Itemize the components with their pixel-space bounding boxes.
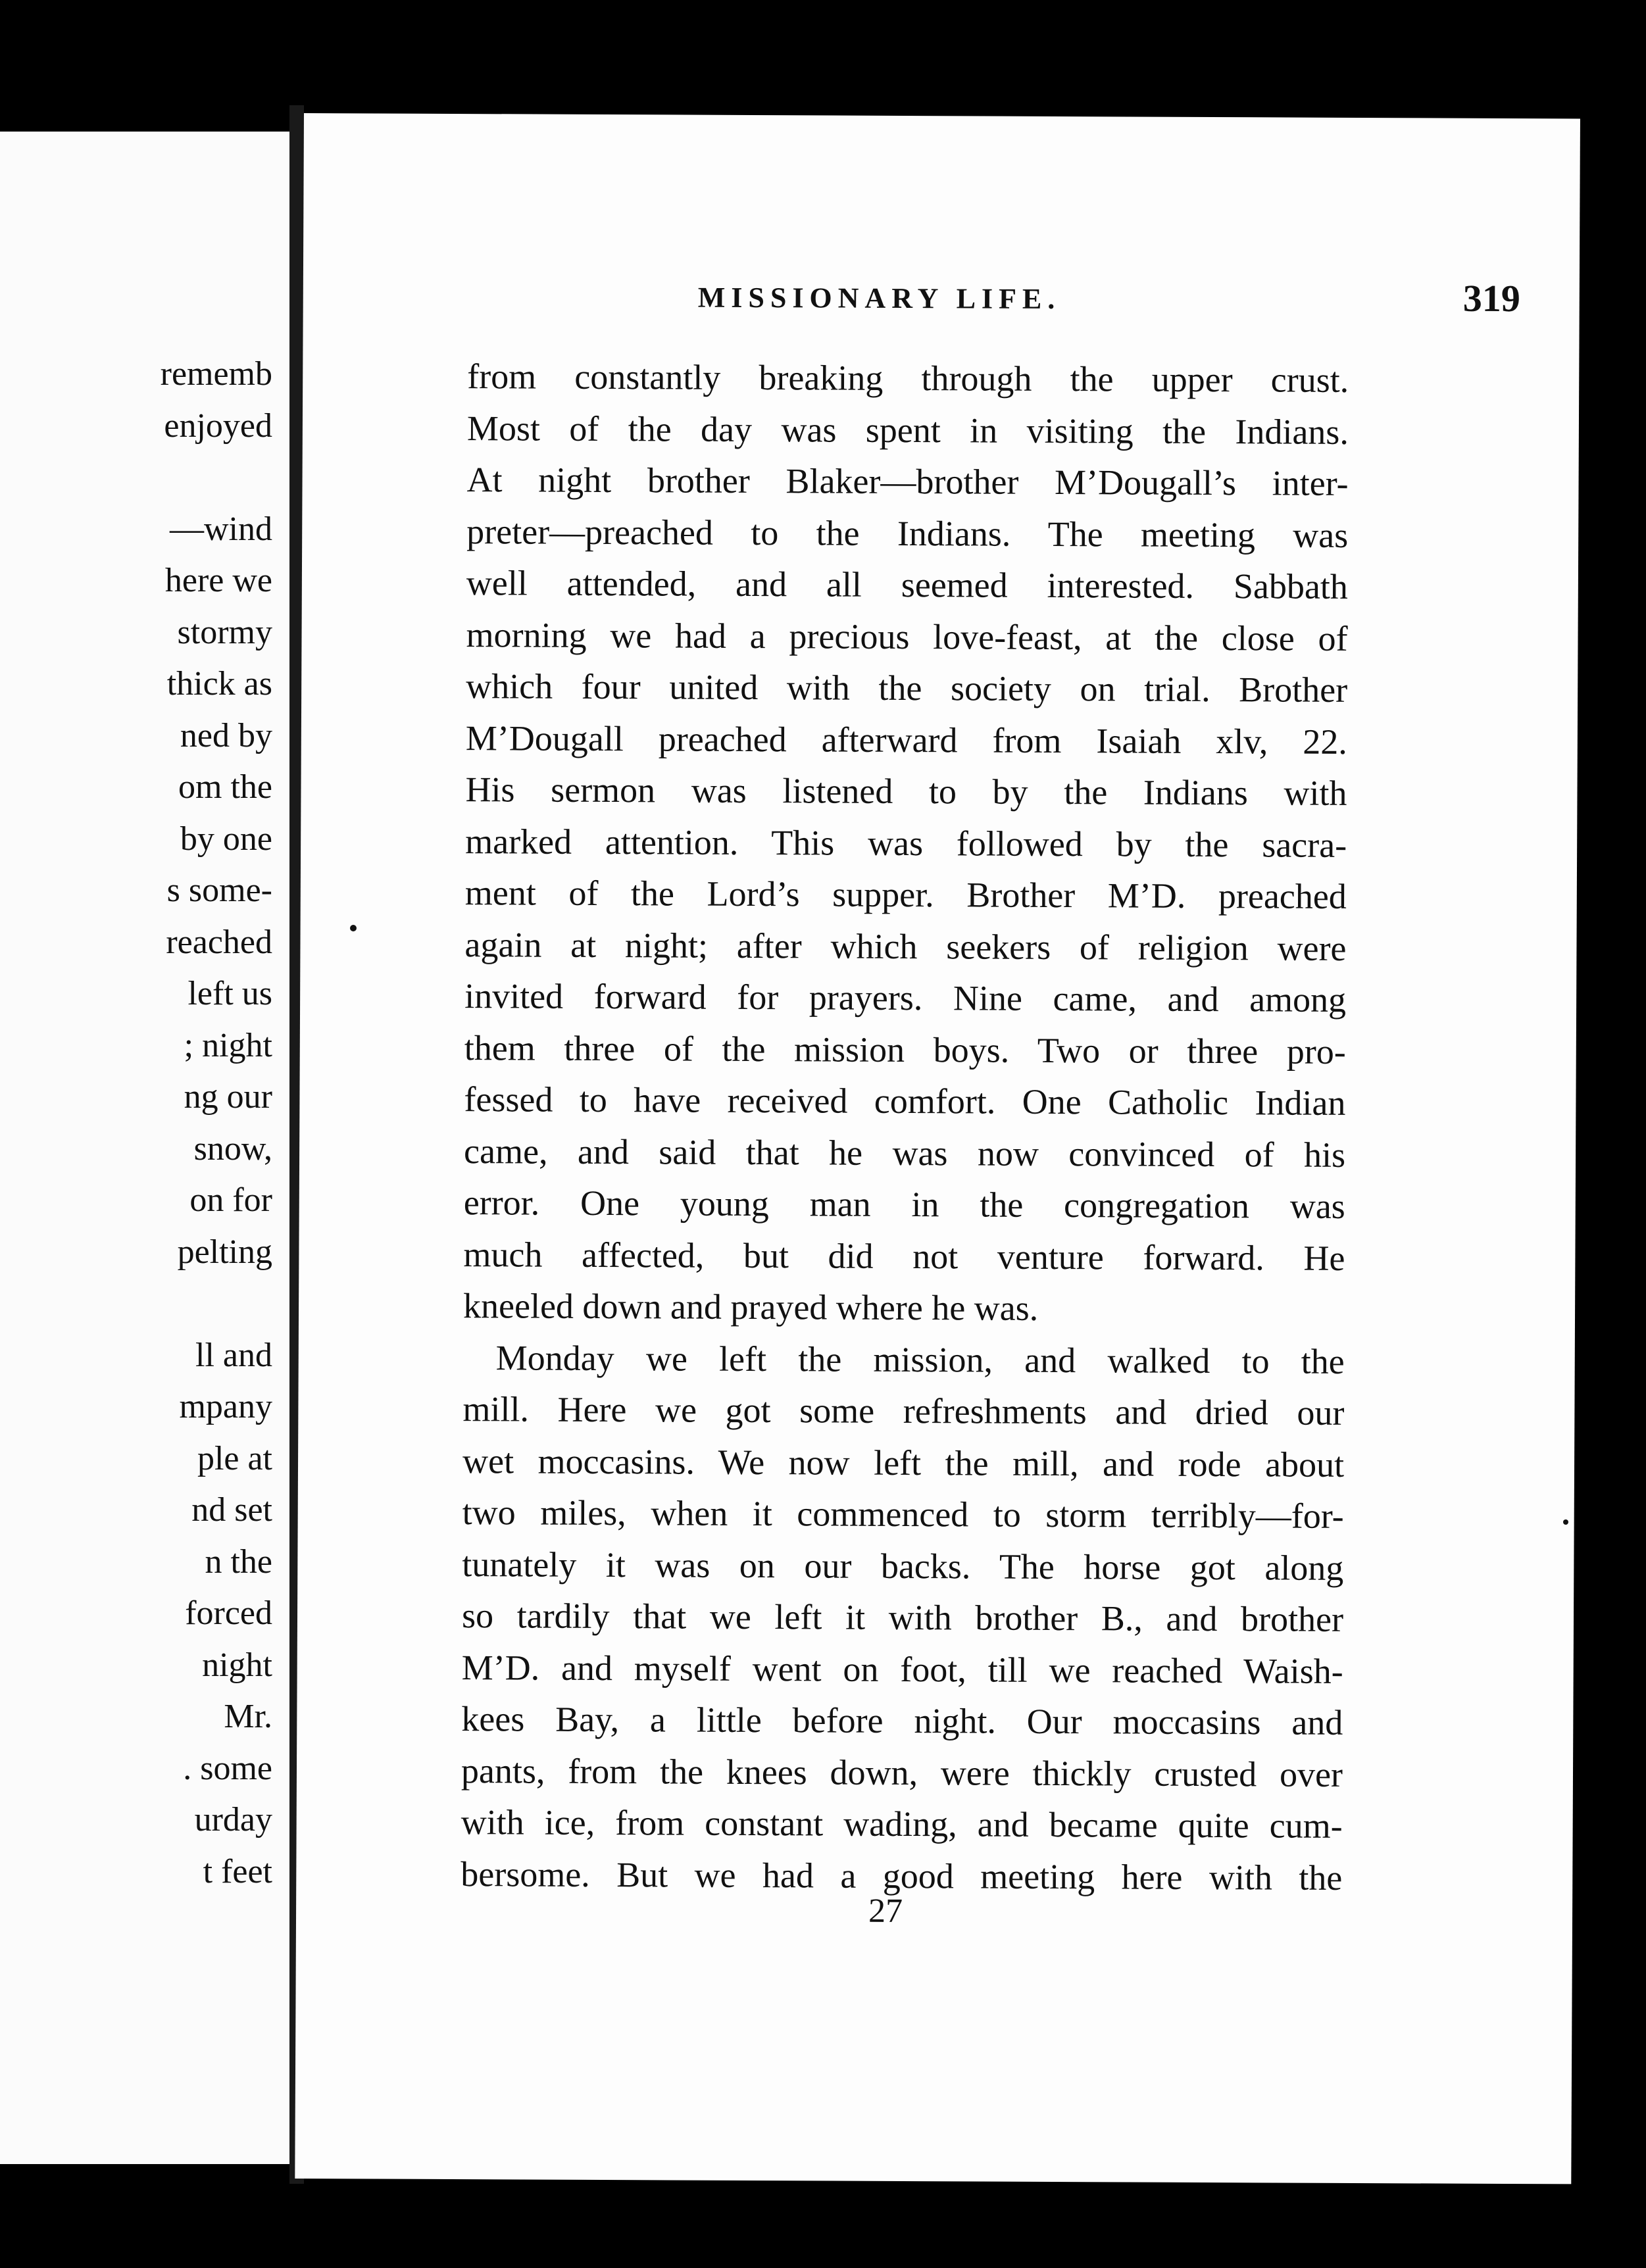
previous-page-line: thick as [166,665,272,703]
running-head [468,272,1520,329]
text-line: At night brother Blaker—brother M’Dougall’s inter- [466,460,1349,503]
text-line: marked attention. This was followed by the sacra- [465,821,1347,865]
previous-page-line: here we [164,562,272,599]
text-line: came, and said that he was now convinced of his [463,1131,1346,1175]
previous-page-line: on for [189,1181,272,1219]
previous-page-line: n the [205,1542,272,1581]
text-line: morning we had a precious love-feast, at the close of [466,614,1348,658]
previous-page [0,132,289,2164]
text-line: kees Bay, a little before night. Our moccasins and [461,1699,1343,1742]
text-line: which four united with the society on trial. Brother [466,666,1348,710]
page-number: 319 [1462,276,1520,320]
text-line: preter—preached to the Indians. The meeting was [466,511,1349,555]
text-line: error. One young man in the congregation was [463,1183,1345,1226]
text-line: ment of the Lord’s supper. Brother M’D. preached [464,873,1347,916]
text-line: tunately it was on our backs. The horse got along [462,1544,1344,1588]
ink-speck [1563,1519,1568,1525]
text-line: well attended, and all seemed interested. Sabbath [466,563,1349,606]
text-line: again at night; after which seekers of religion were [464,924,1347,968]
text-line: His sermon was listened to by the Indians with [465,770,1347,813]
previous-page-line: reached [166,923,272,961]
previous-page-line: . some [183,1749,272,1787]
previous-page-line: ng our [184,1078,272,1116]
previous-page-line [161,452,272,504]
previous-page-line: nd set [191,1491,272,1529]
previous-page-line: stormy [177,613,272,651]
text-line: wet moccasins. We now left the mill, and rode about [462,1441,1345,1485]
previous-page-line: rememb [160,355,272,393]
text-line: kneeled down and prayed where he was. [462,1286,1039,1328]
previous-page-text [161,349,272,1898]
text-line: M’Dougall preached afterward from Isaiah xlv, 22. [465,718,1347,762]
body-text [461,351,1349,1904]
previous-page-line: ll and [195,1336,272,1374]
previous-page-line: s some- [166,872,272,909]
text-line: pants, from the knees down, were thickly crusted over [461,1750,1343,1794]
text-line: them three of the mission boys. Two or three pro- [464,1027,1346,1072]
text-line: so tardily that we left it with brother B., and brother [461,1596,1344,1639]
previous-page-line: ple at [197,1439,272,1477]
text-line: M’D. and myself went on foot, till we reached Waish- [461,1647,1343,1691]
previous-page-line: Mr. [224,1698,272,1735]
previous-page-line [161,1278,272,1330]
previous-page-line: ned by [180,716,272,754]
previous-page-line: by one [180,820,272,858]
text-line: Monday we left the mission, and walked to the [495,1337,1345,1381]
previous-page-line: t feet [203,1852,272,1890]
previous-page-line: ; night [184,1026,272,1064]
previous-page-line: forced [185,1594,272,1632]
text-line: fessed to have received comfort. One Catholic Indian [464,1079,1346,1123]
current-page [295,113,1580,2184]
running-title: MISSIONARY LIFE. [697,281,1061,316]
previous-page-line: mpany [179,1388,272,1425]
signature-mark: 27 [868,1892,903,1930]
text-line: much affected, but did not venture forward. He [463,1234,1345,1278]
previous-page-line: urday [194,1801,272,1838]
previous-page-line: pelting [177,1233,272,1271]
text-line: Most of the day was spent in visiting the Indians. [466,408,1349,452]
previous-page-line: —wind [170,510,272,548]
text-line: two miles, when it commenced to storm terribly—for- [462,1492,1344,1536]
previous-page-line: enjoyed [164,407,272,445]
previous-page-line: night [202,1646,272,1684]
previous-page-line: om the [178,768,272,806]
ink-speck [350,925,357,931]
text-line: invited forward for prayers. Nine came, and among [464,976,1347,1020]
text-line: bersome. But we had a good meeting here with the [461,1854,1343,1898]
previous-page-line: snow, [193,1129,272,1168]
previous-page-line: left us [187,975,272,1012]
text-line: with ice, from constant wading, and became quite cum- [461,1802,1343,1846]
text-line: mill. Here we got some refreshments and dried our [462,1389,1345,1433]
text-line: from constantly breaking through the upper crust. [467,357,1349,400]
